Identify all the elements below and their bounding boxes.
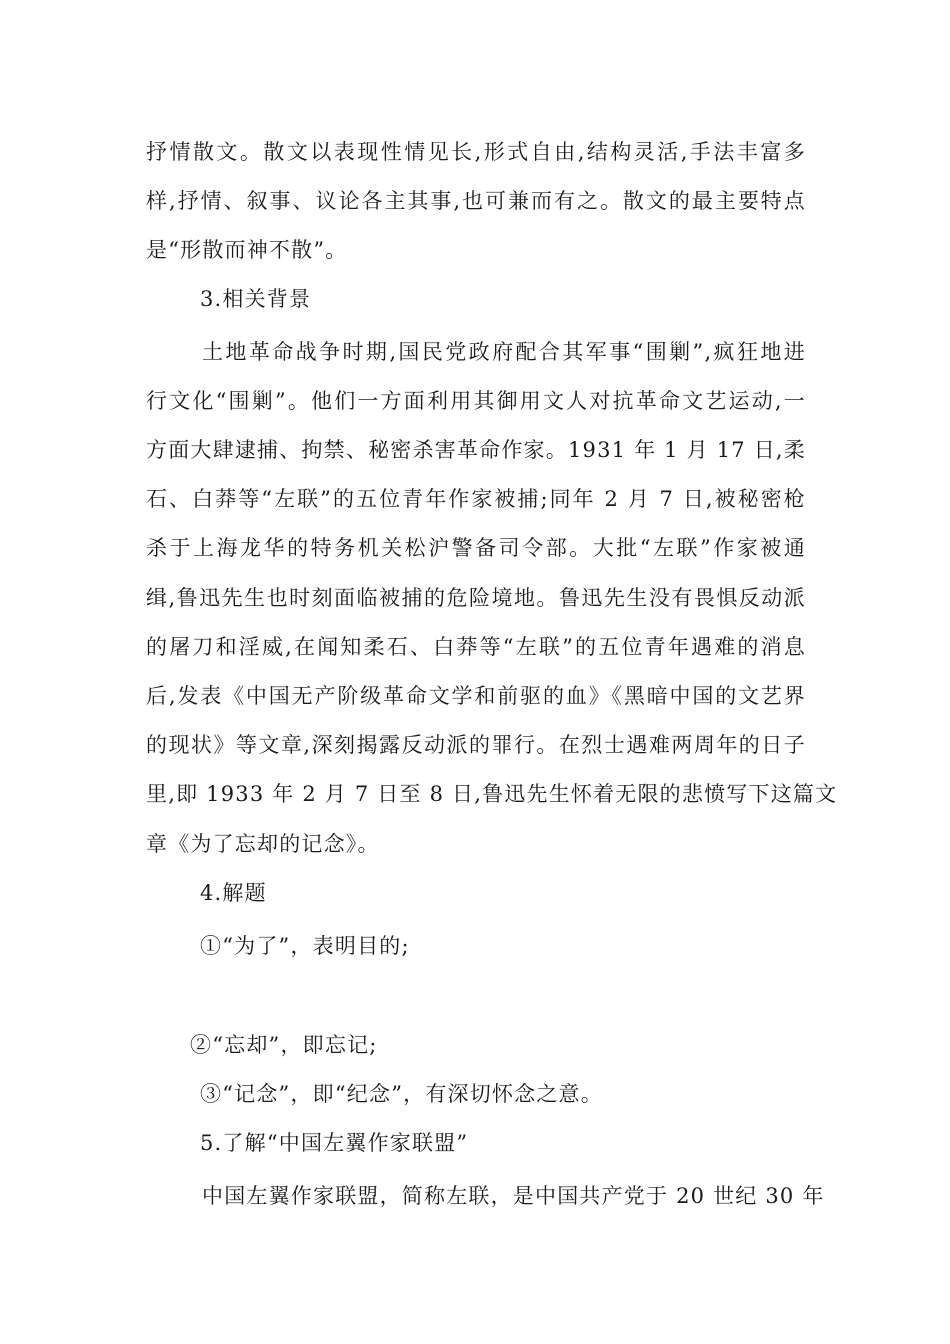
section-heading-5: 5.了解“中国左翼作家联盟” <box>200 1131 469 1155</box>
paragraph-line: 是“形散而神不散”。 <box>146 238 348 262</box>
paragraph-line: 土地革命战争时期,国民党政府配合其军事“围剿”,疯狂地进 <box>202 340 806 364</box>
paragraph-line: 方面大肆逮捕、拘禁、秘密杀害革命作家。1931 年 1 月 17 日,柔 <box>146 438 806 462</box>
paragraph-line: 缉,鲁迅先生也时刻面临被捕的危险境地。鲁迅先生没有畏惧反动派 <box>146 586 806 610</box>
paragraph-line: 石、白莽等“左联”的五位青年作家被捕;同年 2 月 7 日,被秘密枪 <box>146 487 806 511</box>
section-heading-3: 3.相关背景 <box>200 287 312 311</box>
list-item: ①“为了”，表明目的; <box>200 934 410 958</box>
paragraph-line: 后,发表《中国无产阶级革命文学和前驱的血》《黑暗中国的文艺界 <box>146 684 806 708</box>
paragraph-line: 样,抒情、叙事、议论各主其事,也可兼而有之。散文的最主要特点 <box>146 189 806 213</box>
list-item: ③“记念”，即“纪念”，有深切怀念之意。 <box>200 1082 603 1106</box>
paragraph-line: 中国左翼作家联盟，简称左联，是中国共产党于 20 世纪 30 年 <box>202 1184 825 1208</box>
paragraph-line: 抒情散文。散文以表现性情见长,形式自由,结构灵活,手法丰富多 <box>146 140 806 164</box>
section-heading-4: 4.解题 <box>200 881 267 905</box>
paragraph-line: 杀于上海龙华的特务机关松沪警备司令部。大批“左联”作家被通 <box>146 536 806 560</box>
paragraph-line: 里,即 1933 年 2 月 7 日至 8 日,鲁迅先生怀着无限的悲愤写下这篇文 <box>146 782 838 806</box>
paragraph-line: 的现状》等文章,深刻揭露反动派的罪行。在烈士遇难两周年的日子 <box>146 733 806 757</box>
paragraph-line: 行文化“围剿”。他们一方面利用其御用文人对抗革命文艺运动,一 <box>146 389 806 413</box>
list-item: ②“忘却”，即忘记; <box>190 1033 378 1057</box>
paragraph-line: 章《为了忘却的记念》。 <box>146 832 380 856</box>
paragraph-line: 的屠刀和淫威,在闻知柔石、白莽等“左联”的五位青年遇难的消息 <box>146 635 806 659</box>
